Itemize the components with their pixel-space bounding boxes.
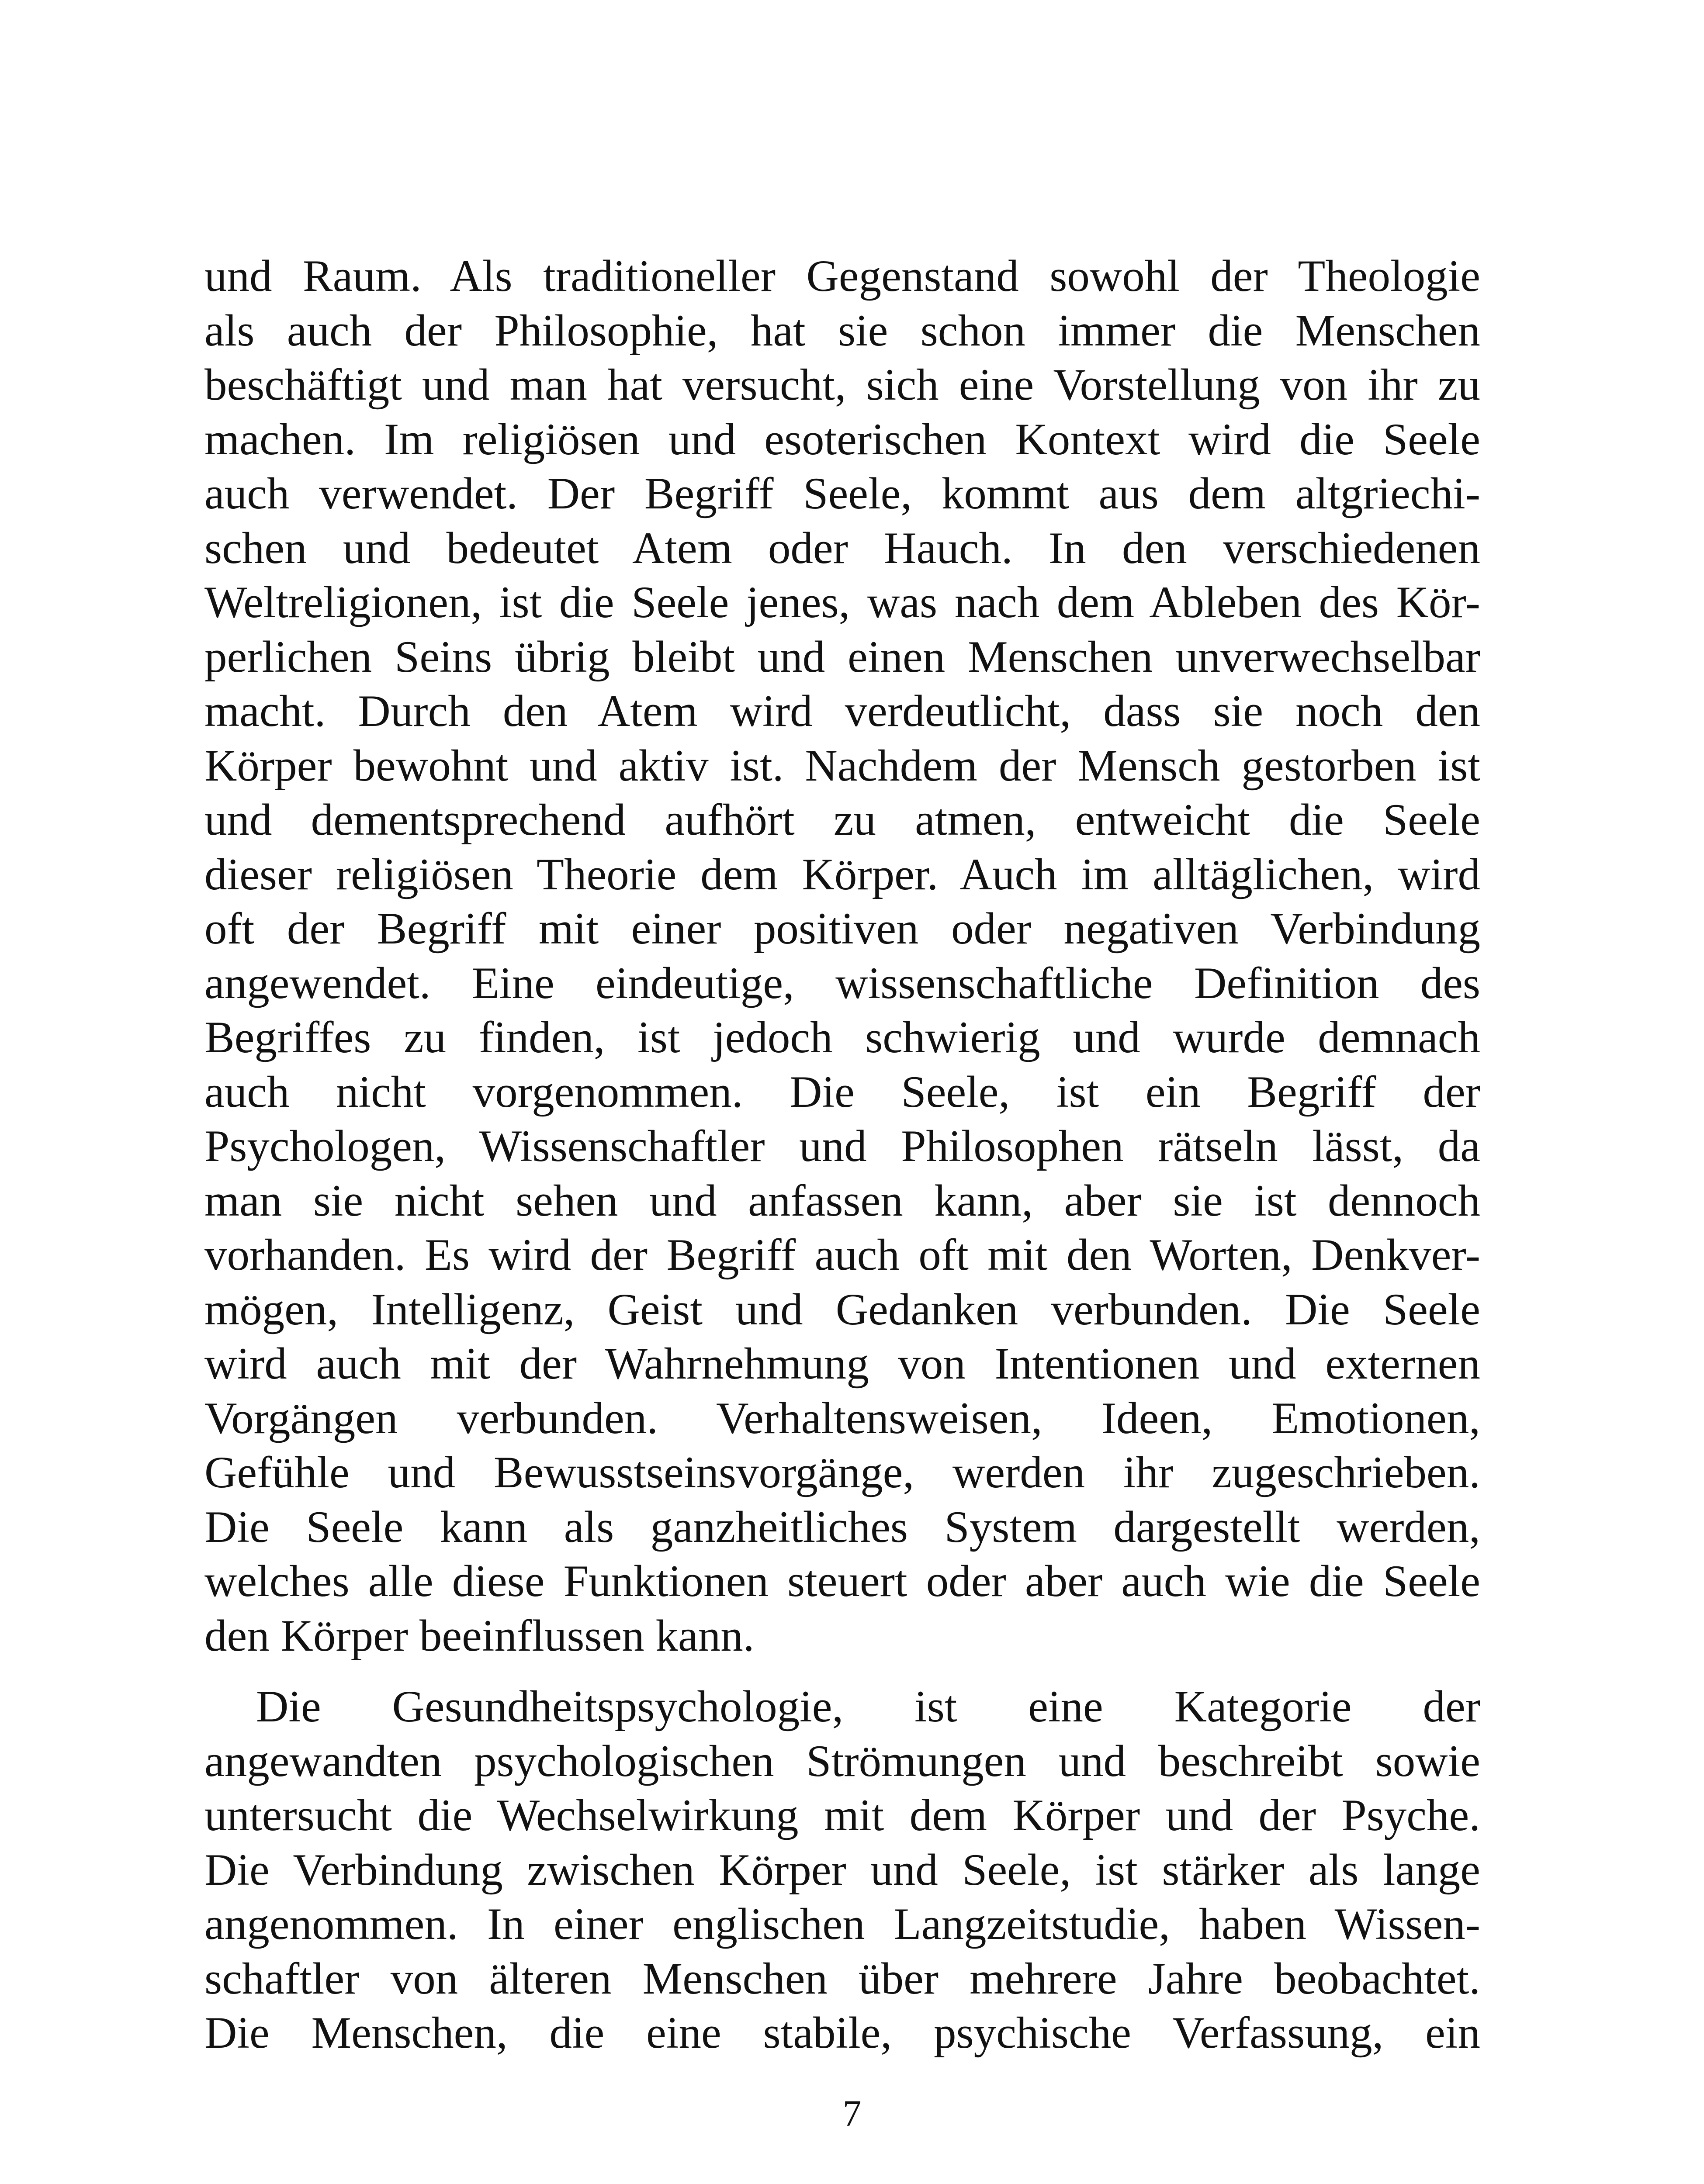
text-line: Weltreligionen, ist die Seele jenes, was nach dem Ableben des Kör-	[204, 577, 1480, 627]
text-line: und dementsprechend aufhört zu atmen, entweicht die Seele	[204, 795, 1480, 845]
text-line: machen. Im religiösen und esoterischen Kontext wird die Seele	[204, 414, 1480, 464]
text-line: Vorgängen verbunden. Verhaltensweisen, Ideen, Emotionen,	[204, 1393, 1480, 1443]
text-line: auch nicht vorgenommen. Die Seele, ist ein Begriff der	[204, 1067, 1480, 1117]
page-body	[204, 249, 1480, 2060]
text-line: auch verwendet. Der Begriff Seele, kommt aus dem altgriechi-	[204, 469, 1480, 518]
text-line: angenommen. In einer englischen Langzeitstudie, haben Wissen-	[204, 1899, 1480, 1949]
text-line: angewandten psychologischen Strömungen und beschreibt sowie	[204, 1736, 1480, 1786]
text-line: man sie nicht sehen und anfassen kann, aber sie ist dennoch	[204, 1175, 1480, 1226]
text-line: Die Gesundheitspsychologie, ist eine Kategorie der	[256, 1682, 1480, 1731]
text-line: schaftler von älteren Menschen über mehrere Jahre beobachtet.	[204, 1953, 1480, 2004]
text-line: Die Verbindung zwischen Körper und Seele, ist stärker als lange	[204, 1845, 1480, 1895]
text-line: Die Menschen, die eine stabile, psychische Verfassung, ein	[204, 2008, 1480, 2058]
text-line: als auch der Philosophie, hat sie schon immer die Menschen	[204, 305, 1480, 356]
text-line: schen und bedeutet Atem oder Hauch. In den verschiedenen	[204, 523, 1480, 573]
text-line: Die Seele kann als ganzheitliches System dargestellt werden,	[204, 1502, 1480, 1552]
paragraph-2	[204, 1679, 1480, 2060]
text-line: Begriffes zu finden, ist jedoch schwierig und wurde demnach	[204, 1013, 1480, 1062]
text-line: mögen, Intelligenz, Geist und Gedanken verbunden. Die Seele	[204, 1284, 1480, 1334]
text-line: wird auch mit der Wahrnehmung von Intentionen und externen	[204, 1339, 1480, 1389]
text-line: Gefühle und Bewusstseinsvorgänge, werden ihr zugeschrieben.	[204, 1448, 1480, 1497]
text-line: macht. Durch den Atem wird verdeutlicht, dass sie noch den	[204, 686, 1480, 736]
text-line: dieser religiösen Theorie dem Körper. Auch im alltäglichen, wird	[204, 849, 1480, 899]
text-line: welches alle diese Funktionen steuert oder aber auch wie die Seele	[204, 1556, 1480, 1606]
text-line: perlichen Seins übrig bleibt und einen Menschen unverwechselbar	[204, 632, 1480, 682]
text-line: Körper bewohnt und aktiv ist. Nachdem der Mensch gestorben ist	[204, 740, 1480, 791]
paragraph-1	[204, 249, 1480, 1663]
text-line: angewendet. Eine eindeutige, wissenschaftliche Definition des	[204, 958, 1480, 1008]
text-line: beschäftigt und man hat versucht, sich eine Vorstellung von ihr zu	[204, 360, 1480, 410]
page-number: 7	[842, 2092, 862, 2134]
text-line: oft der Begriff mit einer positiven oder negativen Verbindung	[204, 904, 1480, 954]
text-line: untersucht die Wechselwirkung mit dem Körper und der Psyche.	[204, 1790, 1480, 1840]
text-line: Psychologen, Wissenschaftler und Philosophen rätseln lässt, da	[204, 1121, 1480, 1171]
text-line: den Körper beeinflussen kann.	[204, 1610, 755, 1661]
text-line: vorhanden. Es wird der Begriff auch oft mit den Worten, Denkver-	[204, 1230, 1480, 1280]
text-line: und Raum. Als traditioneller Gegenstand sowohl der Theologie	[204, 251, 1480, 301]
